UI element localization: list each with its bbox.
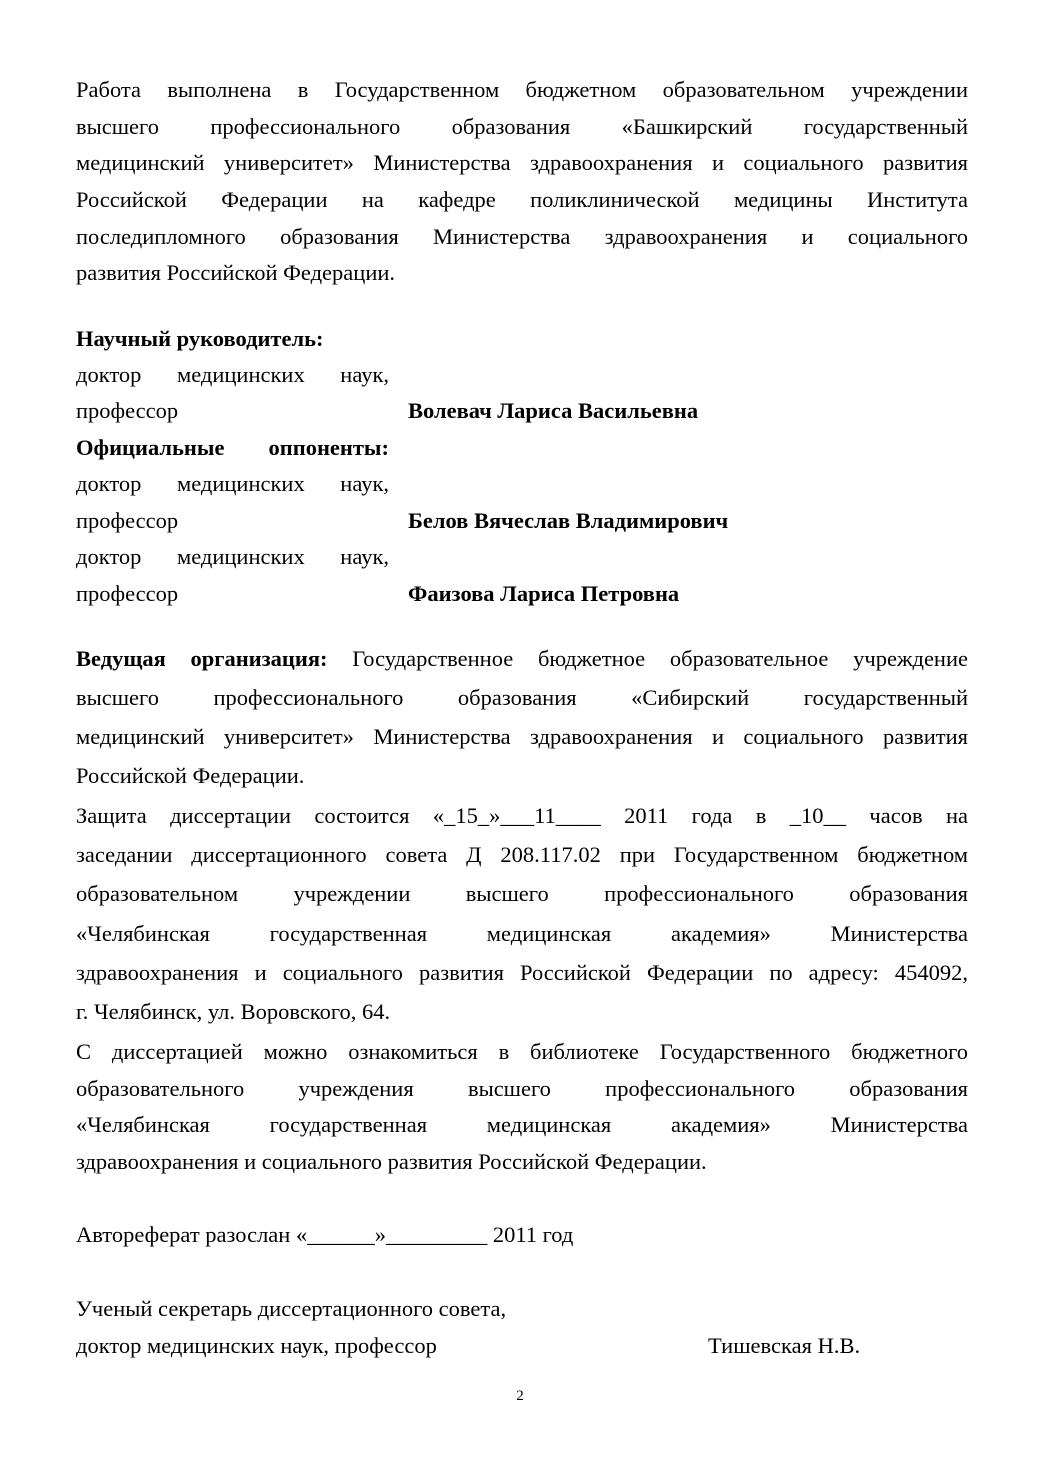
intro-line: последипломного образования Министерства здравоохранения и социального (76, 224, 968, 249)
mailing-text: 2011 год (487, 1222, 574, 1247)
page-number: 2 (516, 1388, 524, 1404)
defense-day: 15 (455, 803, 478, 828)
opponent-degree: доктор медицинских наук, (76, 471, 389, 496)
defense-line (76, 801, 968, 831)
supervisor-name: Волевач Лариса Васильевна (408, 398, 699, 423)
mailing-day-blank: ______ (307, 1222, 375, 1247)
opponent-name: Фаизова Лариса Петровна (408, 581, 680, 606)
opponent-degree: доктор медицинских наук, (76, 544, 389, 569)
leading-org-line: медицинский университет» Министерства здравоохранения и социального развития (76, 724, 968, 749)
mailing-line (76, 1220, 968, 1250)
defense-text: _»___ (477, 803, 535, 828)
intro-line: развития Российской Федерации. (76, 260, 396, 285)
defense-text: Защита диссертации состоится «_ (76, 803, 456, 828)
defense-line: «Челябинская государственная медицинская академия» Министерства (76, 921, 968, 946)
secretary-name: Тишевская Н.В. (708, 1333, 861, 1358)
mailing-month-blank: _________ (385, 1222, 488, 1247)
leading-org-line (76, 644, 968, 674)
library-line: «Челябинская государственная медицинская академия» Министерства (76, 1112, 968, 1137)
intro-line: медицинский университет» Министерства здравоохранения и социального развития (76, 150, 968, 175)
defense-line: здравоохранения и социального развития Российской Федерации по адресу: 454092, (76, 960, 968, 985)
opponents-heading: Официальные оппоненты: (76, 435, 389, 460)
defense-text: ____ 2011 года в _ (555, 803, 802, 828)
library-line: С диссертацией можно ознакомиться в библиотеке Государственного бюджетного (76, 1039, 968, 1064)
defense-text: __ часов на (823, 803, 968, 828)
intro-line: высшего профессионального образования «Башкирский государственный (76, 114, 968, 139)
opponent-title: профессор (76, 508, 179, 533)
leading-org-line: Российской Федерации. (76, 763, 305, 788)
leading-org-line: высшего профессионального образования «Сибирский государственный (76, 685, 968, 710)
leading-org-label: Ведущая организация: (76, 646, 328, 671)
leading-org-text: Государственное бюджетное образовательное учреждение (352, 646, 968, 671)
library-line: образовательного учреждения высшего профессионального образования (76, 1076, 968, 1101)
library-line: здравоохранения и социального развития Российской Федерации. (76, 1149, 707, 1174)
secretary-title: Ученый секретарь диссертационного совета, (76, 1296, 507, 1321)
defense-line: г. Челябинск, ул. Воровского, 64. (76, 999, 391, 1024)
supervisor-title: профессор (76, 398, 179, 423)
supervisor-heading: Научный руководитель: (76, 326, 324, 351)
mailing-text: » (374, 1222, 386, 1247)
secretary-degree: доктор медицинских наук, профессор (76, 1333, 437, 1358)
intro-line: Российской Федерации на кафедре поликлинической медицины Института (76, 187, 968, 212)
mailing-text: Автореферат разослан « (76, 1222, 308, 1247)
defense-line: заседании диссертационного совета Д 208.117.02 при Государственном бюджетном (76, 842, 968, 867)
opponent-name: Белов Вячеслав Владимирович (408, 508, 729, 533)
defense-line: образовательном учреждении высшего профессионального образования (76, 881, 968, 906)
intro-line: Работа выполнена в Государственном бюджетном образовательном учреждении (76, 77, 968, 102)
supervisor-degree: доктор медицинских наук, (76, 362, 389, 387)
opponent-title: профессор (76, 581, 179, 606)
defense-hour: 10 (801, 803, 824, 828)
defense-month: 11 (534, 803, 556, 828)
